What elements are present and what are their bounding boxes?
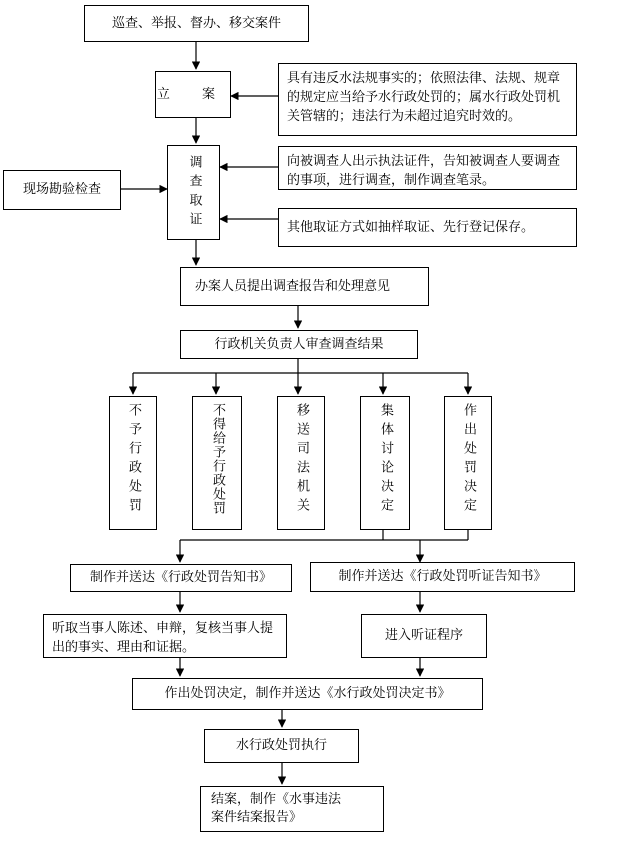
- node-opt1: [109, 396, 157, 530]
- node-shencha-label: 行政机关负责人审查调查结果: [214, 336, 384, 352]
- node-lian-note: [278, 63, 577, 136]
- node-tingzheng-gaozhi: [310, 562, 575, 592]
- node-opt3: [277, 396, 325, 530]
- node-jueding: [132, 678, 483, 710]
- node-lian: [155, 71, 231, 118]
- node-zhixing-label: 水行政处罚执行: [235, 738, 327, 753]
- node-jiean: [200, 786, 384, 832]
- node-diaocha: [167, 145, 220, 240]
- node-opt4-label: 集体讨论决定: [378, 403, 393, 517]
- node-diaocha-note2: [278, 208, 577, 247]
- node-xianchang-label: 现场勘验检查: [22, 182, 101, 197]
- node-tingzheng-label: 进入听证程序: [384, 628, 463, 643]
- node-opt4: [360, 396, 410, 530]
- node-gaozhi-label: 制作并送达《行政处罚告知书》: [89, 570, 272, 585]
- node-jiean-label: 结案，制作《水事违法案件结案报告》: [211, 792, 342, 825]
- node-diaocha-label: 调查取证: [186, 154, 202, 231]
- node-shencha: [180, 330, 418, 359]
- node-tingzheng-gaozhi-label: 制作并送达《行政处罚听证告知书》: [338, 569, 547, 584]
- node-chenshu: [43, 614, 287, 658]
- node-opt3-label: 移送司法机关: [294, 403, 309, 517]
- node-xuncha: [84, 5, 309, 42]
- node-baogao: [180, 267, 429, 306]
- node-zhixing: [204, 729, 359, 763]
- node-opt1-label: 不予行政处罚: [126, 403, 141, 517]
- node-lian-label: 立 案: [156, 86, 230, 102]
- node-chenshu-text: 听取当事人陈述、申辩，复核当事人提出的事实、理由和证据。: [52, 621, 274, 655]
- node-opt5: [444, 396, 492, 530]
- node-opt5-label: 作出处罚决定: [461, 403, 476, 517]
- node-jueding-label: 作出处罚决定，制作并送达《水行政处罚决定书》: [164, 686, 451, 701]
- node-lian-note-text: 具有违反水法规事实的；依照法律、法规、规章的规定应当给予水行政处罚的；属水行政处罚机关管辖的；违法行为未超过追究时效的。: [287, 71, 561, 124]
- node-baogao-label: 办案人员提出调查报告和处理意见: [195, 278, 391, 294]
- node-diaocha-note1-text: 向被调查人出示执法证件，告知被调查人要调查的事项，进行调查，制作调查笔录。: [287, 154, 561, 188]
- node-diaocha-note2-text: 其他取证方式如抽样取证、先行登记保存。: [287, 219, 535, 235]
- node-opt2-label: 不得给予行政处罚: [210, 403, 225, 515]
- node-opt2: [192, 396, 242, 530]
- node-xianchang: [3, 170, 121, 210]
- node-diaocha-note1: [278, 146, 577, 190]
- node-xuncha-label: 巡查、举报、督办、移交案件: [111, 15, 281, 31]
- node-tingzheng: [361, 614, 487, 658]
- node-gaozhi: [70, 564, 292, 592]
